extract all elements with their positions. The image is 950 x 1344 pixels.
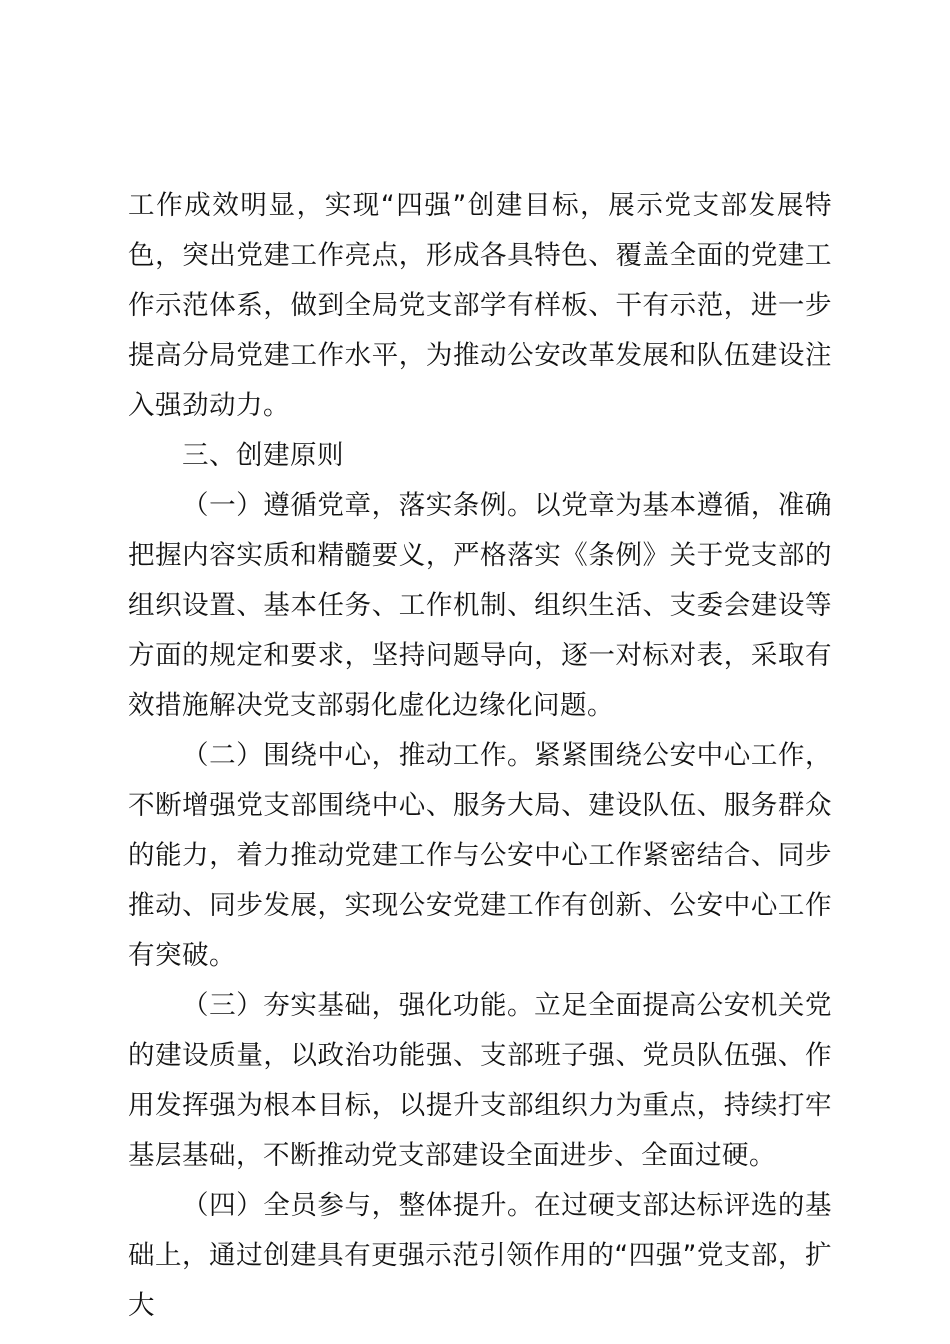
paragraph-principle-2: （二）围绕中心，推动工作。紧紧围绕公安中心工作，不断增强党支部围绕中心、服务大局、建设队伍、服务群众的能力，着力推动党建工作与公安中心工作紧密结合、同步推动、同步发展，实现公安党建工作有创新、公安中心工作有突破。: [128, 740, 832, 971]
paragraph-principle-4: （四）全员参与，整体提升。在过硬支部达标评选的基础上，通过创建具有更强示范引领作用的“四强”党支部，扩大: [128, 1190, 832, 1321]
section-heading: 三、创建原则: [182, 440, 344, 471]
paragraph-principle-3: （三）夯实基础，强化功能。立足全面提高公安机关党的建设质量，以政治功能强、支部班子强、党员队伍强、作用发挥强为根本目标，以提升支部组织力为重点，持续打牢基层基础，不断推动党支部建设全面进步、全面过硬。: [128, 990, 832, 1171]
paragraph-principle-1: （一）遵循党章，落实条例。以党章为基本遵循，准确把握内容实质和精髓要义，严格落实《条例》关于党支部的组织设置、基本任务、工作机制、组织生活、支委会建设等方面的规定和要求，坚持问题导向，逐一对标对表，采取有效措施解决党支部弱化虚化边缘化问题。: [128, 490, 832, 721]
paragraph-continuation: 工作成效明显，实现“四强”创建目标，展示党支部发展特色，突出党建工作亮点，形成各具特色、覆盖全面的党建工作示范体系，做到全局党支部学有样板、干有示范，进一步提高分局党建工作水平，为推动公安改革发展和队伍建设注入强劲动力。: [128, 190, 832, 421]
document-body: [128, 181, 832, 1331]
